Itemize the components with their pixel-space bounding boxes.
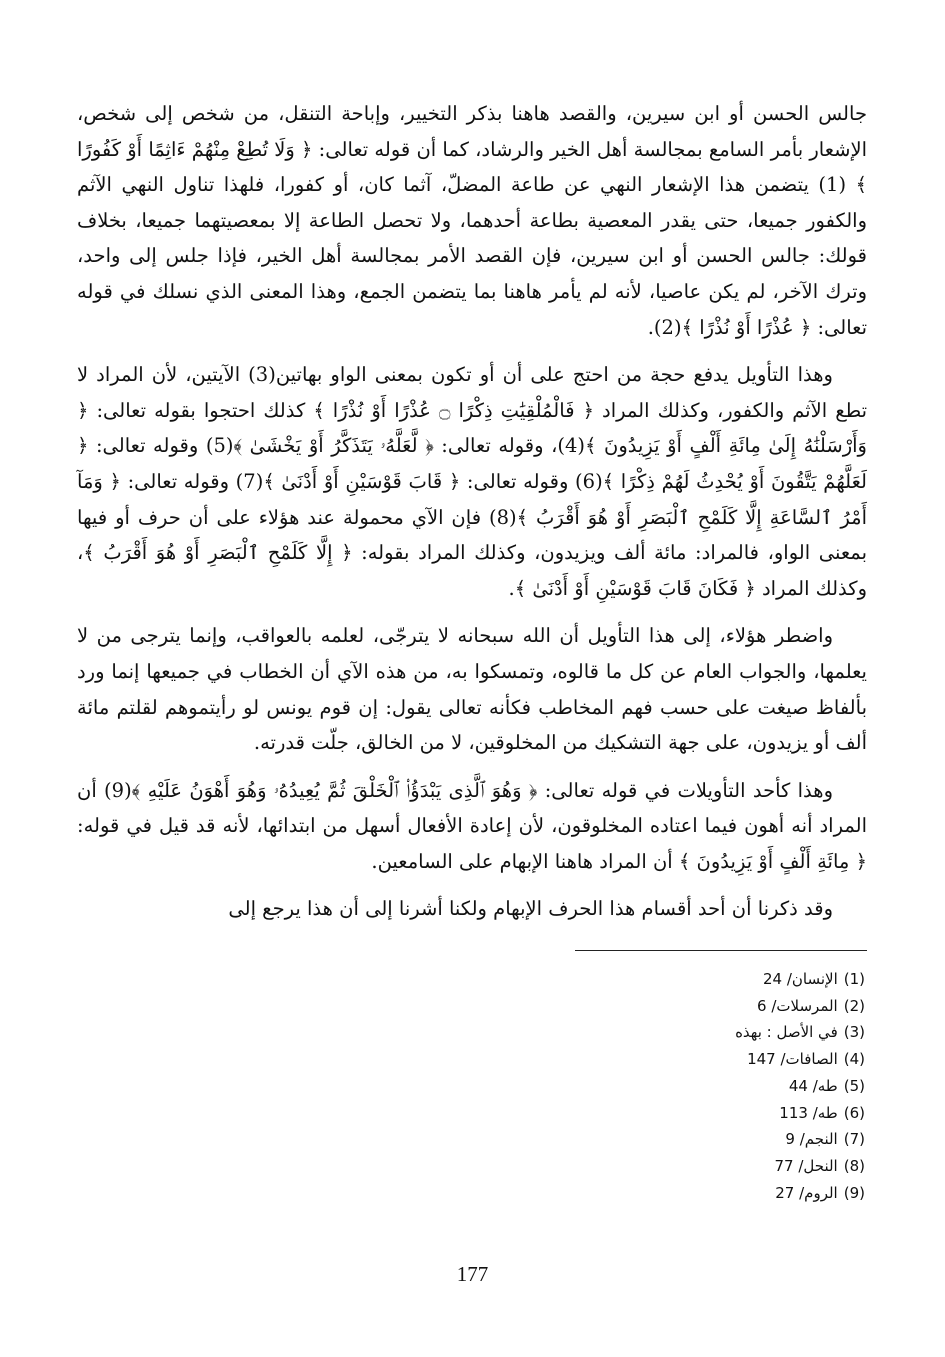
footnote-text: طه/ 44 bbox=[788, 1076, 838, 1095]
footnote-number: (4) bbox=[843, 1050, 865, 1069]
footnote-item bbox=[545, 1153, 865, 1180]
footnote-item bbox=[545, 1126, 865, 1153]
paragraph-5: وقد ذكرنا أن أحد أقسام هذا الحرف الإبهام ولكنا أشرنا إلى أن هذا يرجع إلى bbox=[228, 897, 833, 921]
footnote-number: (7) bbox=[843, 1130, 865, 1149]
footnote-number: (6) bbox=[843, 1103, 865, 1122]
footnote-number: (3) bbox=[843, 1023, 865, 1042]
footnote-number: (8) bbox=[843, 1156, 865, 1175]
footnote-text: الروم/ 27 bbox=[775, 1183, 838, 1202]
footnote-item bbox=[545, 993, 865, 1020]
footnotes-list bbox=[545, 966, 865, 1206]
paragraph-2: وهذا التأويل يدفع حجة من احتج على أن أو تكون بمعنى الواو بهاتين(3) الآيتين، لأن المراد لا تطع الآثم والكفور، وكذلك المراد ﴿ فَالْمُلْقِيَٰتِ ذِكْرًا ۝ عُذْرًا أَوْ نُذْرًا ﴾ كذلك احتجوا بقوله تعالى: ﴿ وَأَرْسَلْنَٰهُ إِلَىٰ مِائَةِ أَلْفٍ أَوْ يَزِيدُونَ ﴾(4)، وقوله تعالى: ﴿ لَّعَلَّهُۥ يَتَذَكَّرُ أَوْ يَخْشَىٰ ﴾(5) وقوله تعالى: ﴿ لَعَلَّهُمْ يَتَّقُونَ أَوْ يُحْدِثُ لَهُمْ ذِكْرًا ﴾(6) وقوله تعالى: ﴿ قَابَ قَوْسَيْنِ أَوْ أَدْنَىٰ ﴾(7) وقوله تعالى: ﴿ وَمَآ أَمْرُ ٱلسَّاعَةِ إِلَّا كَلَمْحِ ٱلْبَصَرِ أَوْ هُوَ أَقْرَبُ ﴾(8) فإن الآي محمولة عند هؤلاء على أن حرف أو فيها بمعنى الواو، فالمراد: مائة ألف ويزيدون، وكذلك المراد بقوله: ﴿ إِلَّا كَلَمْحِ ٱلْبَصَرِ أَوْ هُوَ أَقْرَبُ ﴾، وكذلك المراد ﴿ فَكَانَ قَابَ قَوْسَيْنِ أَوْ أَدْنَىٰ ﴾. bbox=[77, 363, 867, 600]
footnote-text: المرسلات/ 6 bbox=[757, 996, 838, 1015]
footnote-separator bbox=[575, 950, 867, 951]
footnote-text: الإنسان/ 24 bbox=[762, 970, 838, 988]
footnote-number: (9) bbox=[843, 1183, 865, 1202]
paragraph-1: جالس الحسن أو ابن سيرين، والقصد هاهنا بذكر التخيير، وإباحة التنقل، من شخص إلى شخص، الإشعار بأمر السامع بمجالسة أهل الخير والرشاد، كما أن قوله تعالى: ﴿ وَلَا تُطِعْ مِنْهُمْ ءَاثِمًا أَوْ كَفُورًا ﴾ (1) يتضمن هذا الإشعار النهي عن طاعة المضلّ، آثما كان، أو كفورا، فلهذا تناول النهي الآثم والكفور جميعا، حتى يقدر المعصية بطاعة أحدهما، ولا تحصل الطاعة إلا بمعصيتهما جميعا، بخلاف قولك: جالس الحسن أو ابن سيرين، فإن القصد الأمر بمجالسة أهل الخير، فإذا جلس إلى واحد، وترك الآخر، لم يكن عاصيا، لأنه لم يأمر هاهنا بما يتضمن الجمع، وهذا المعنى الذي نسلك في قوله تعالى: ﴿ عُذْرًا أَوْ نُذْرًا ﴾(2). bbox=[77, 102, 867, 339]
footnote-text: النحل/ 77 bbox=[774, 1156, 838, 1175]
footnote-text: النجم/ 9 bbox=[785, 1130, 838, 1149]
footnote-number: (5) bbox=[843, 1076, 865, 1095]
footnote-text: في الأصل : بهذه bbox=[735, 1023, 838, 1042]
footnote-item bbox=[545, 1019, 865, 1046]
footnote-number: (1) bbox=[843, 970, 865, 988]
footnote-item bbox=[545, 966, 865, 993]
footnote-item bbox=[545, 1046, 865, 1073]
page-number: 177 bbox=[456, 1262, 489, 1286]
paragraph-4: وهذا كأحد التأويلات في قوله تعالى: ﴿ وَهُوَ ٱلَّذِى يَبْدَؤُا۟ ٱلْخَلْقَ ثُمَّ يُعِيدُهُۥ وَهُوَ أَهْوَنُ عَلَيْهِ ﴾(9) أن المراد أنه أهون فيما اعتاده المخلوقون، لأن إعادة الأفعال أسهل من ابتدائها، لأنه قد قيل في قوله: ﴿ مِائَةِ أَلْفٍ أَوْ يَزِيدُونَ ﴾ أن المراد هاهنا الإبهام على السامعين. bbox=[77, 778, 867, 873]
footnote-number: (2) bbox=[843, 996, 865, 1015]
footnote-item bbox=[545, 1073, 865, 1100]
footnote-item bbox=[545, 1180, 865, 1207]
body-text bbox=[77, 96, 867, 939]
footnote-text: طه/ 113 bbox=[779, 1103, 838, 1122]
footnote-text: الصافات/ 147 bbox=[747, 1050, 838, 1069]
paragraph-3: واضطر هؤلاء، إلى هذا التأويل أن الله سبحانه لا يترجّى، لعلمه بالعواقب، وإنما يترجى من لا يعلمها، والجواب العام عن كل ما قالوه، وتمسكوا به، من هذه الآي أن الخطاب في جميعها إنما ورد بألفاظ صيغت على حسب فهم المخاطب فكأنه تعالى يقول: إن قوم يونس لو رأيتموهم لقلتم مائة ألف أو يزيدون، على جهة التشكيك من المخلوقين، لا من الخالق، جلّت قدرته. bbox=[77, 624, 867, 755]
footnote-item bbox=[545, 1100, 865, 1127]
